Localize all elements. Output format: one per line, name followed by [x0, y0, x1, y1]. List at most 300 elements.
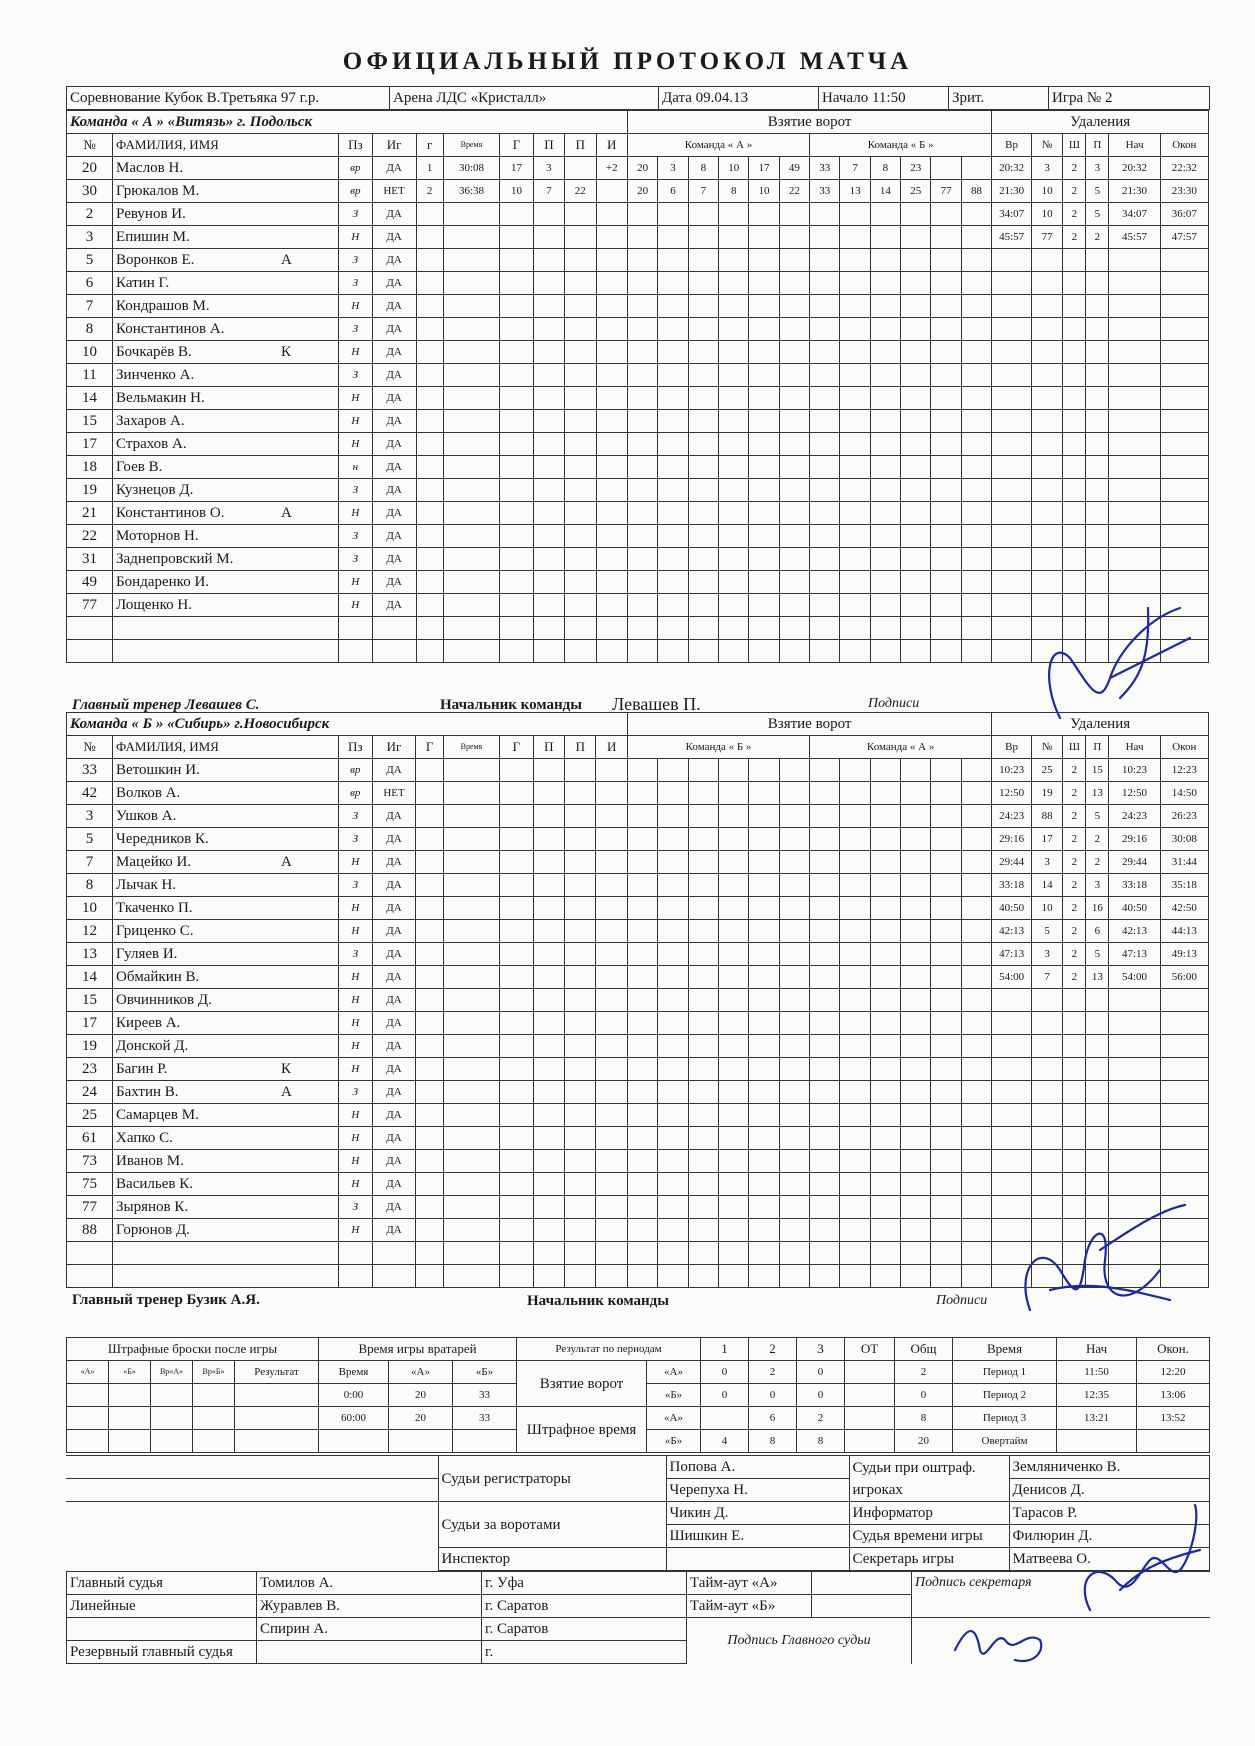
empty-cell — [658, 1265, 688, 1288]
empty-cell — [1160, 318, 1208, 341]
empty-cell — [500, 548, 533, 571]
player-name-text: Багин Р. — [116, 1061, 168, 1077]
empty-cell — [779, 1150, 809, 1173]
empty-cell — [1031, 1035, 1062, 1058]
empty-cell — [500, 1012, 533, 1035]
empty-cell — [719, 874, 749, 897]
empty-cell — [1086, 989, 1109, 1012]
player-position: вр — [339, 180, 372, 203]
player-position: Н — [339, 1219, 372, 1242]
player-plays: ДА — [372, 318, 416, 341]
empty-cell — [779, 341, 809, 364]
empty-cell — [627, 851, 657, 874]
empty-cell — [443, 874, 500, 897]
player-name — [113, 966, 339, 989]
empty-cell — [627, 479, 657, 502]
empty-cell — [565, 1104, 596, 1127]
goal-on-ice-own: 22 — [779, 180, 809, 203]
empty-cell — [992, 571, 1032, 594]
penalty-cell: 19 — [1031, 782, 1062, 805]
empty-cell — [627, 1196, 657, 1219]
empty-cell — [109, 1430, 151, 1453]
player-name — [113, 943, 339, 966]
penalty-cell: 56:00 — [1160, 966, 1208, 989]
empty-cell — [840, 759, 870, 782]
period-time-col: Окон. — [1137, 1338, 1210, 1361]
empty-cell — [870, 502, 900, 525]
empty-cell — [931, 1104, 961, 1127]
goal-on-ice-opp: 7 — [840, 157, 870, 180]
goal-on-ice-opp: 8 — [870, 157, 900, 180]
player-number: 13 — [67, 943, 113, 966]
empty-cell — [565, 1012, 596, 1035]
empty-cell — [901, 295, 931, 318]
empty-cell — [961, 805, 991, 828]
empty-cell — [416, 594, 443, 617]
empty-cell — [779, 594, 809, 617]
empty-cell — [961, 1127, 991, 1150]
empty-cell — [627, 525, 657, 548]
empty-cell — [416, 805, 443, 828]
empty-cell — [1031, 249, 1062, 272]
empty-cell — [810, 1265, 840, 1288]
player-number: 8 — [67, 874, 113, 897]
player-plays: ДА — [372, 920, 416, 943]
player-position: Н — [339, 966, 372, 989]
empty-cell — [931, 874, 961, 897]
empty-cell — [565, 851, 596, 874]
teamB-player-row — [67, 851, 1209, 874]
teamA-goals-header: Взятие ворот — [627, 111, 991, 134]
empty-cell — [1063, 1173, 1086, 1196]
empty-cell — [1031, 341, 1062, 364]
empty-cell — [416, 1035, 443, 1058]
goal-situation: +2 — [596, 157, 627, 180]
player-position: Н — [339, 433, 372, 456]
empty-cell — [658, 1196, 688, 1219]
empty-cell — [719, 479, 749, 502]
empty-cell — [565, 782, 596, 805]
penalty-cell: 10 — [1031, 203, 1062, 226]
empty-cell — [901, 410, 931, 433]
empty-cell — [870, 1127, 900, 1150]
empty-cell — [779, 1242, 809, 1265]
player-position: Н — [339, 1104, 372, 1127]
empty-cell — [565, 295, 596, 318]
empty-cell — [443, 1242, 500, 1265]
empty-cell — [688, 571, 718, 594]
pen-a: 8 — [895, 1407, 953, 1430]
empty-cell — [565, 226, 596, 249]
player-position: З — [339, 874, 372, 897]
empty-cell — [443, 1173, 500, 1196]
empty-cell — [443, 943, 500, 966]
player-number: 17 — [67, 433, 113, 456]
empty-cell — [901, 640, 931, 663]
empty-cell — [1160, 341, 1208, 364]
info-label: Информатор — [849, 1502, 1009, 1525]
empty-cell — [658, 456, 688, 479]
empty-cell — [151, 1407, 193, 1430]
empty-cell — [870, 828, 900, 851]
timeout-b-value — [812, 1595, 912, 1618]
empty-cell — [870, 897, 900, 920]
empty-cell — [565, 828, 596, 851]
period-time: 11:50 — [1057, 1361, 1137, 1384]
empty-cell — [658, 502, 688, 525]
empty-cell — [658, 828, 688, 851]
player-name-text: Васильев К. — [116, 1176, 193, 1192]
empty-cell — [840, 640, 870, 663]
shootout-col: «Б» — [109, 1361, 151, 1384]
empty-cell — [66, 1479, 438, 1502]
player-position: Н — [339, 571, 372, 594]
teamB-player-row — [67, 1173, 1209, 1196]
empty-cell — [500, 1035, 533, 1058]
penalty-cell: 2 — [1086, 226, 1109, 249]
player-name-text: Константинов А. — [116, 321, 225, 337]
player-number: 7 — [67, 851, 113, 874]
pen-a: 6 — [749, 1407, 797, 1430]
empty-cell — [961, 502, 991, 525]
empty-cell — [596, 1012, 628, 1035]
empty-cell — [810, 341, 840, 364]
empty-cell — [810, 759, 840, 782]
teamB-player-row — [67, 1012, 1209, 1035]
empty-cell — [1109, 341, 1160, 364]
empty-cell — [992, 249, 1032, 272]
player-name-text: Волков А. — [116, 785, 181, 801]
empty-cell — [533, 759, 564, 782]
goal-on-ice-own: 20 — [627, 180, 657, 203]
penalty-cell: 42:13 — [992, 920, 1032, 943]
empty-cell — [627, 805, 657, 828]
empty-cell — [67, 1265, 113, 1288]
col-num: № — [67, 736, 113, 759]
empty-cell — [840, 989, 870, 1012]
teamA-player-row — [67, 341, 1209, 364]
empty-cell — [961, 966, 991, 989]
empty-cell — [992, 594, 1032, 617]
empty-cell — [1160, 479, 1208, 502]
empty-cell — [992, 1012, 1032, 1035]
empty-cell — [1086, 1104, 1109, 1127]
player-plays: ДА — [372, 571, 416, 594]
player-position: З — [339, 943, 372, 966]
empty-cell — [1031, 525, 1062, 548]
empty-cell — [443, 782, 500, 805]
player-name-text: Ткаченко П. — [116, 900, 193, 916]
penalty-cell: 5 — [1086, 203, 1109, 226]
empty-cell — [500, 1127, 533, 1150]
empty-cell — [688, 897, 718, 920]
player-number: 31 — [67, 548, 113, 571]
empty-cell — [1160, 571, 1208, 594]
timekeeper-label: Судья времени игры — [849, 1525, 1009, 1548]
empty-cell — [533, 318, 564, 341]
empty-cell — [658, 272, 688, 295]
player-position: З — [339, 828, 372, 851]
empty-cell — [901, 943, 931, 966]
pen-b: 8 — [797, 1430, 845, 1453]
player-name-text: Бочкарёв В. — [116, 344, 192, 360]
player-name-text: Епишин М. — [116, 229, 190, 245]
empty-cell — [870, 782, 900, 805]
reserve-referee-label: Резервный главный судья — [67, 1641, 257, 1664]
empty-cell — [931, 1265, 961, 1288]
empty-cell — [565, 1265, 596, 1288]
empty-cell — [658, 989, 688, 1012]
empty-cell — [596, 1219, 628, 1242]
period-time-col: Нач — [1057, 1338, 1137, 1361]
player-name — [113, 502, 339, 525]
empty-cell — [688, 272, 718, 295]
empty-cell — [565, 410, 596, 433]
empty-cell — [749, 851, 779, 874]
penbox-judge-2: Денисов Д. — [1009, 1479, 1209, 1502]
empty-cell — [1063, 989, 1086, 1012]
player-name-text: Донской Д. — [116, 1038, 189, 1054]
empty-cell — [1031, 295, 1062, 318]
teamA-player-row — [67, 571, 1209, 594]
empty-cell — [779, 759, 809, 782]
empty-cell — [931, 226, 961, 249]
empty-cell — [992, 502, 1032, 525]
pen-col-0: Вр — [992, 134, 1032, 157]
linesman-2: Спирин А. — [257, 1618, 482, 1641]
goal-on-ice-own: 17 — [749, 157, 779, 180]
empty-cell — [719, 1242, 749, 1265]
empty-cell — [840, 318, 870, 341]
empty-cell — [627, 318, 657, 341]
empty-cell — [1160, 387, 1208, 410]
empty-cell — [931, 594, 961, 617]
empty-cell — [840, 387, 870, 410]
empty-cell — [416, 525, 443, 548]
empty-cell — [627, 341, 657, 364]
empty-cell — [779, 433, 809, 456]
empty-cell — [627, 1219, 657, 1242]
period-time-col: Время — [953, 1338, 1057, 1361]
penalty-cell: 29:44 — [992, 851, 1032, 874]
penalty-cell: 2 — [1063, 943, 1086, 966]
empty-cell — [533, 387, 564, 410]
empty-cell — [719, 1104, 749, 1127]
player-name — [113, 1127, 339, 1150]
player-number: 14 — [67, 387, 113, 410]
empty-cell — [992, 272, 1032, 295]
penalty-cell: 2 — [1063, 157, 1086, 180]
empty-cell — [1160, 1173, 1208, 1196]
empty-cell — [749, 525, 779, 548]
page-title: ОФИЦИАЛЬНЫЙ ПРОТОКОЛ МАТЧА — [342, 48, 913, 75]
empty-cell — [961, 828, 991, 851]
empty-cell — [533, 1219, 564, 1242]
empty-cell — [1086, 1127, 1109, 1150]
player-plays: ДА — [372, 828, 416, 851]
empty-cell — [931, 249, 961, 272]
empty-cell — [719, 525, 749, 548]
empty-cell — [901, 364, 931, 387]
player-name-text: Ушков А. — [116, 808, 177, 824]
empty-cell — [810, 897, 840, 920]
empty-cell — [1063, 548, 1086, 571]
empty-cell — [596, 502, 627, 525]
empty-cell — [500, 782, 533, 805]
teamB-player-row — [67, 989, 1209, 1012]
empty-cell — [596, 318, 627, 341]
empty-cell — [533, 410, 564, 433]
player-plays: ДА — [372, 502, 416, 525]
empty-cell — [840, 433, 870, 456]
empty-cell — [961, 1058, 991, 1081]
empty-cell — [596, 1242, 628, 1265]
penalty-cell: 2 — [1063, 180, 1086, 203]
penalty-cell: 26:23 — [1160, 805, 1208, 828]
penalty-cell: 10:23 — [1109, 759, 1160, 782]
player-position: Н — [339, 1058, 372, 1081]
pen-b — [845, 1430, 895, 1453]
period-time: 13:52 — [1137, 1407, 1210, 1430]
empty-cell — [1086, 318, 1109, 341]
empty-cell — [688, 203, 718, 226]
empty-cell — [901, 571, 931, 594]
empty-cell — [810, 249, 840, 272]
reg-label: Судьи регистраторы — [438, 1456, 666, 1502]
info-name: Тарасов Р. — [1009, 1502, 1209, 1525]
empty-cell — [961, 782, 991, 805]
empty-cell — [1031, 456, 1062, 479]
empty-cell — [749, 1058, 779, 1081]
empty-cell — [719, 805, 749, 828]
empty-cell — [688, 364, 718, 387]
penalty-cell: 31:44 — [1160, 851, 1208, 874]
empty-cell — [596, 226, 627, 249]
empty-cell — [1063, 456, 1086, 479]
empty-cell — [1109, 272, 1160, 295]
empty-cell — [1109, 1127, 1160, 1150]
col-own-team: Команда « А » — [627, 134, 809, 157]
empty-cell — [372, 1242, 416, 1265]
empty-cell — [1160, 548, 1208, 571]
empty-cell — [1063, 479, 1086, 502]
player-name-text: Зырянов К. — [116, 1199, 189, 1215]
penalty-cell: 45:57 — [992, 226, 1032, 249]
empty-cell — [992, 456, 1032, 479]
empty-cell — [1086, 295, 1109, 318]
empty-cell — [565, 341, 596, 364]
empty-cell — [992, 410, 1032, 433]
empty-cell — [500, 410, 533, 433]
empty-cell — [443, 1127, 500, 1150]
empty-cell — [901, 594, 931, 617]
empty-cell — [901, 1035, 931, 1058]
empty-cell — [500, 640, 533, 663]
empty-cell — [688, 851, 718, 874]
empty-cell — [688, 1058, 718, 1081]
pen-col-5: Окон — [1160, 134, 1208, 157]
player-plays: ДА — [372, 1058, 416, 1081]
player-plays: ДА — [372, 1104, 416, 1127]
pen-col-1: № — [1031, 134, 1062, 157]
empty-cell — [931, 920, 961, 943]
empty-cell — [870, 943, 900, 966]
player-number: 61 — [67, 1127, 113, 1150]
empty-cell — [443, 226, 500, 249]
empty-cell — [688, 295, 718, 318]
summary-table — [66, 1337, 1210, 1453]
empty-cell — [658, 805, 688, 828]
empty-cell — [416, 272, 443, 295]
col-own-team: Команда « Б » — [627, 736, 809, 759]
empty-cell — [66, 1502, 438, 1525]
empty-cell — [627, 1173, 657, 1196]
empty-cell — [596, 1196, 628, 1219]
pen-col-4: Нач — [1109, 134, 1160, 157]
empty-cell — [901, 989, 931, 1012]
player-name-text: Кузнецов Д. — [116, 482, 194, 498]
empty-cell — [810, 640, 840, 663]
empty-cell — [416, 548, 443, 571]
empty-cell — [810, 295, 840, 318]
period-time: 13:21 — [1057, 1407, 1137, 1430]
empty-cell — [749, 548, 779, 571]
goal-no: 1 — [416, 157, 443, 180]
empty-cell — [901, 272, 931, 295]
empty-cell — [840, 410, 870, 433]
empty-cell — [840, 943, 870, 966]
empty-cell — [109, 1407, 151, 1430]
empty-cell — [901, 759, 931, 782]
penalty-cell: 2 — [1063, 851, 1086, 874]
player-name — [113, 1058, 339, 1081]
empty-cell — [533, 594, 564, 617]
empty-cell — [533, 966, 564, 989]
empty-cell — [658, 1219, 688, 1242]
teamB-player-row — [67, 828, 1209, 851]
empty-cell — [1160, 1127, 1208, 1150]
empty-cell — [810, 433, 840, 456]
empty-cell — [779, 1058, 809, 1081]
empty-cell — [1086, 1150, 1109, 1173]
empty-cell — [779, 1196, 809, 1219]
competition: Соревнование Кубок В.Третьяка 97 г.р. — [67, 87, 390, 110]
player-name-text: Моторнов Н. — [116, 528, 199, 544]
empty-cell — [688, 502, 718, 525]
empty-cell — [840, 272, 870, 295]
linesman-2-city: г. Саратов — [482, 1618, 687, 1641]
gk-time-title: Время игры вратарей — [319, 1338, 517, 1361]
player-plays: ДА — [372, 433, 416, 456]
empty-cell — [931, 456, 961, 479]
empty-cell — [931, 571, 961, 594]
empty-cell — [931, 479, 961, 502]
gk-cell: 0:00 — [319, 1384, 389, 1407]
empty-cell — [779, 851, 809, 874]
player-plays: ДА — [372, 1012, 416, 1035]
chief-referee-city: г. Уфа — [482, 1572, 687, 1595]
empty-cell — [749, 1173, 779, 1196]
empty-cell — [533, 1081, 564, 1104]
goals-a: 0 — [797, 1361, 845, 1384]
player-position: Н — [339, 341, 372, 364]
empty-cell — [596, 1265, 628, 1288]
period-time — [1137, 1430, 1210, 1453]
empty-cell — [961, 920, 991, 943]
empty-cell — [533, 805, 564, 828]
player-number: 11 — [67, 364, 113, 387]
player-plays: ДА — [372, 548, 416, 571]
